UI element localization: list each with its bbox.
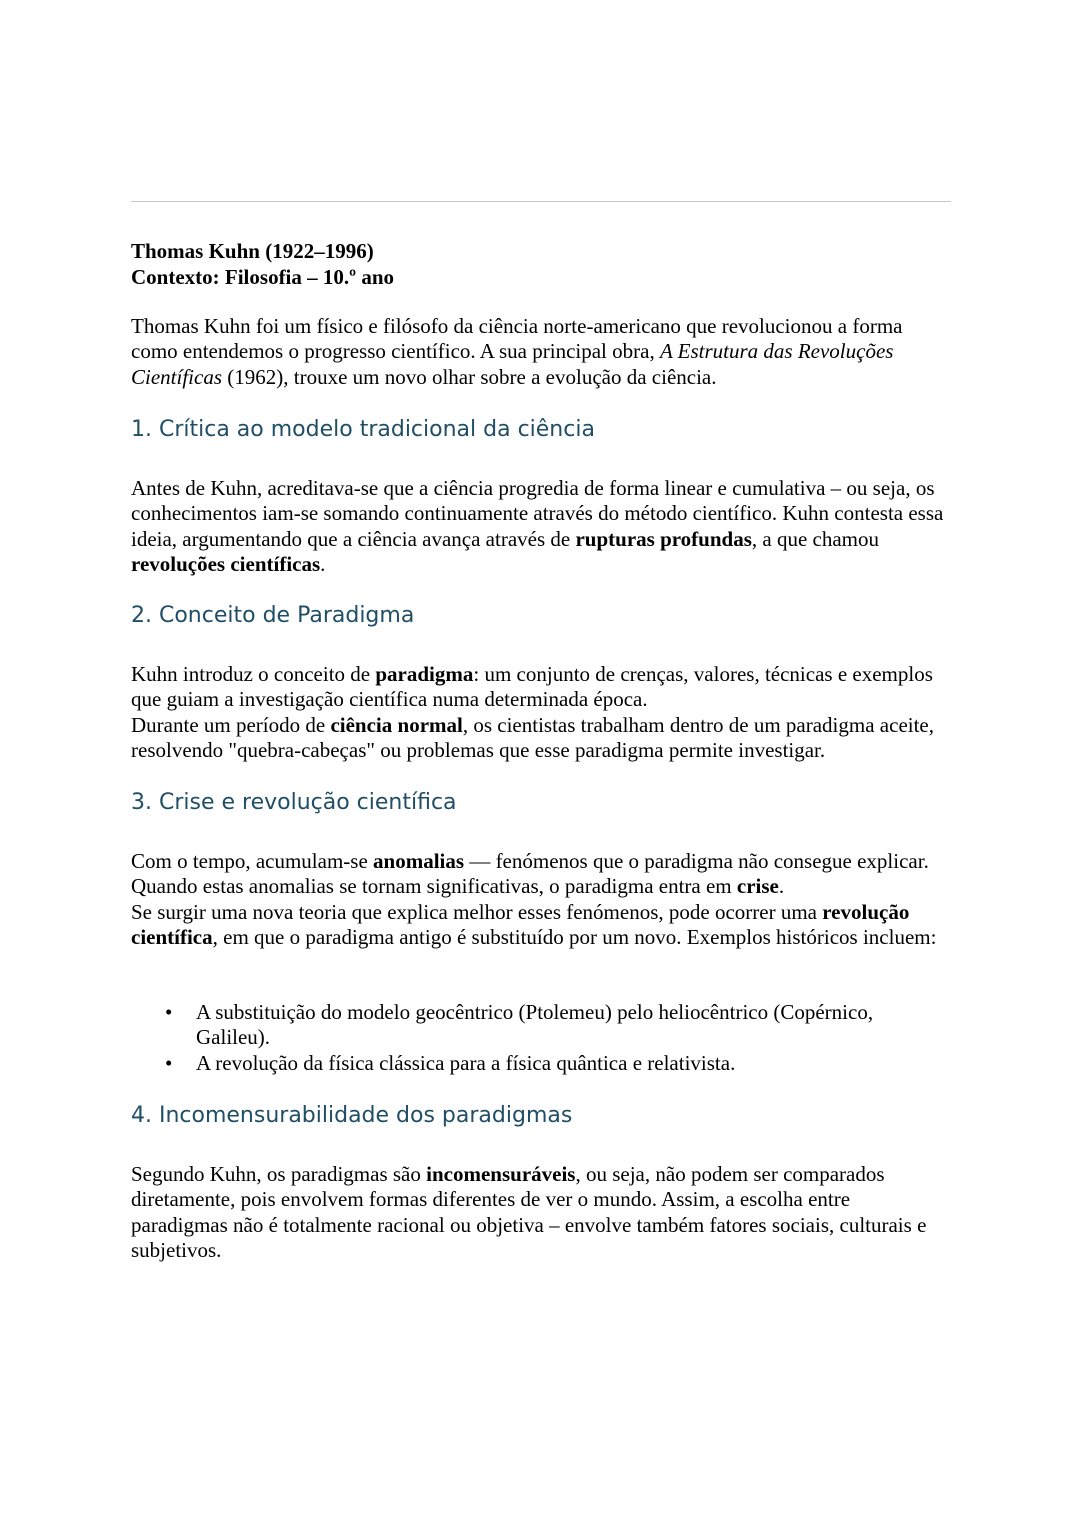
section-1-text-3: . [320,551,326,576]
section-3-text-4: Se surgir uma nova teoria que explica melhor esses fenómenos, pode ocorrer uma [131,899,823,924]
list-item-text: A substituição do modelo geocêntrico (Ptolemeu) pelo heliocêntrico (Copérnico, Galileu). [196,1000,874,1050]
section-2-line-a [131,662,946,713]
section-3-line-a [131,849,946,900]
section-4-bold-1: incomensuráveis [426,1162,576,1186]
section-2-bold-2: ciência normal [330,712,463,737]
section-2-text-1: Kuhn introduz o conceito de [131,662,376,686]
intro-text-1: Thomas Kuhn foi um físico e filósofo da ciência norte-americano que revolucionou a forma como entendemos o progresso científico. A sua principal obra, [131,314,903,364]
section-2-text-3: Durante um período de [131,712,331,737]
section-1-heading: 1. Crítica ao modelo tradicional da ciência [131,417,595,442]
section-4-text-1: Segundo Kuhn, os paradigmas são [131,1162,427,1186]
section-2-text-2: : um conjunto de crenças, valores, técnicas e exemplos que guiam a investigação científica numa determinada época. [131,662,933,712]
section-3-bold-1: anomalias [373,849,465,873]
section-1-bold-1: rupturas profundas [575,526,752,551]
section-1-text-1: Antes de Kuhn, acreditava-se que a ciência progredia de forma linear e cumulativa – ou seja, os conhecimentos iam-se somando continuamente através do método científico. Kuhn contesta essa ideia, argumentando que a ciência avança através de [131,476,944,551]
section-4-text-2: , ou seja, não podem ser comparados diretamente, pois envolvem formas diferentes de ver o mundo. Assim, a escolha entre paradigmas não é totalmente racional ou objetiva – envolve também fatores sociais, culturais e subjetivos. [131,1162,927,1262]
intro-paragraph [131,314,946,390]
section-3-paragraph [131,849,946,950]
bullet-icon: • [165,1050,173,1075]
section-1-bold-2: revoluções científicas [131,551,321,576]
section-3-bold-2: crise [736,874,779,899]
section-4-paragraph [131,1162,946,1263]
section-1-text-2: , a que chamou [751,526,880,551]
section-3-text-5: , em que o paradigma antigo é substituído por um novo. Exemplos históricos incluem: [212,924,937,949]
intro-work-title: A Estrutura das Revoluções Científicas [131,339,894,389]
list-item [131,1000,946,1051]
intro-text-2: (1962), trouxe um novo olhar sobre a evolução da ciência. [222,364,717,389]
section-4-heading: 4. Incomensurabilidade dos paradigmas [131,1103,573,1128]
document-context: Contexto: Filosofia – 10.º ano [131,265,395,289]
document-header [131,238,394,290]
section-3-line-b [131,900,946,951]
section-2-paragraph [131,662,946,763]
section-2-bold-1: paradigma [375,662,474,686]
section-2-text-4: , os cientistas trabalham dentro de um paradigma aceite, resolvendo "quebra-cabeças" ou problemas que esse paradigma permite investigar. [131,712,935,762]
section-3-bold-3: revolução científica [131,899,910,949]
section-3-text-1: Com o tempo, acumulam-se [131,849,374,873]
bullet-icon: • [165,1000,173,1024]
section-3-heading: 3. Crise e revolução científica [131,790,457,815]
header-rule [131,201,951,202]
document-title: Thomas Kuhn (1922–1996) [131,239,374,263]
section-2-heading: 2. Conceito de Paradigma [131,603,415,628]
list-item-text: A revolução da física clássica para a física quântica e relativista. [196,1050,736,1075]
section-2-line-b [131,713,946,764]
section-1-paragraph [131,476,946,577]
section-3-bullet-list [131,1000,946,1076]
section-3-text-3: . [778,874,785,899]
list-item [131,1051,946,1076]
section-3-text-2: — fenómenos que o paradigma não consegue explicar. Quando estas anomalias se tornam significativas, o paradigma entra em [131,849,929,899]
